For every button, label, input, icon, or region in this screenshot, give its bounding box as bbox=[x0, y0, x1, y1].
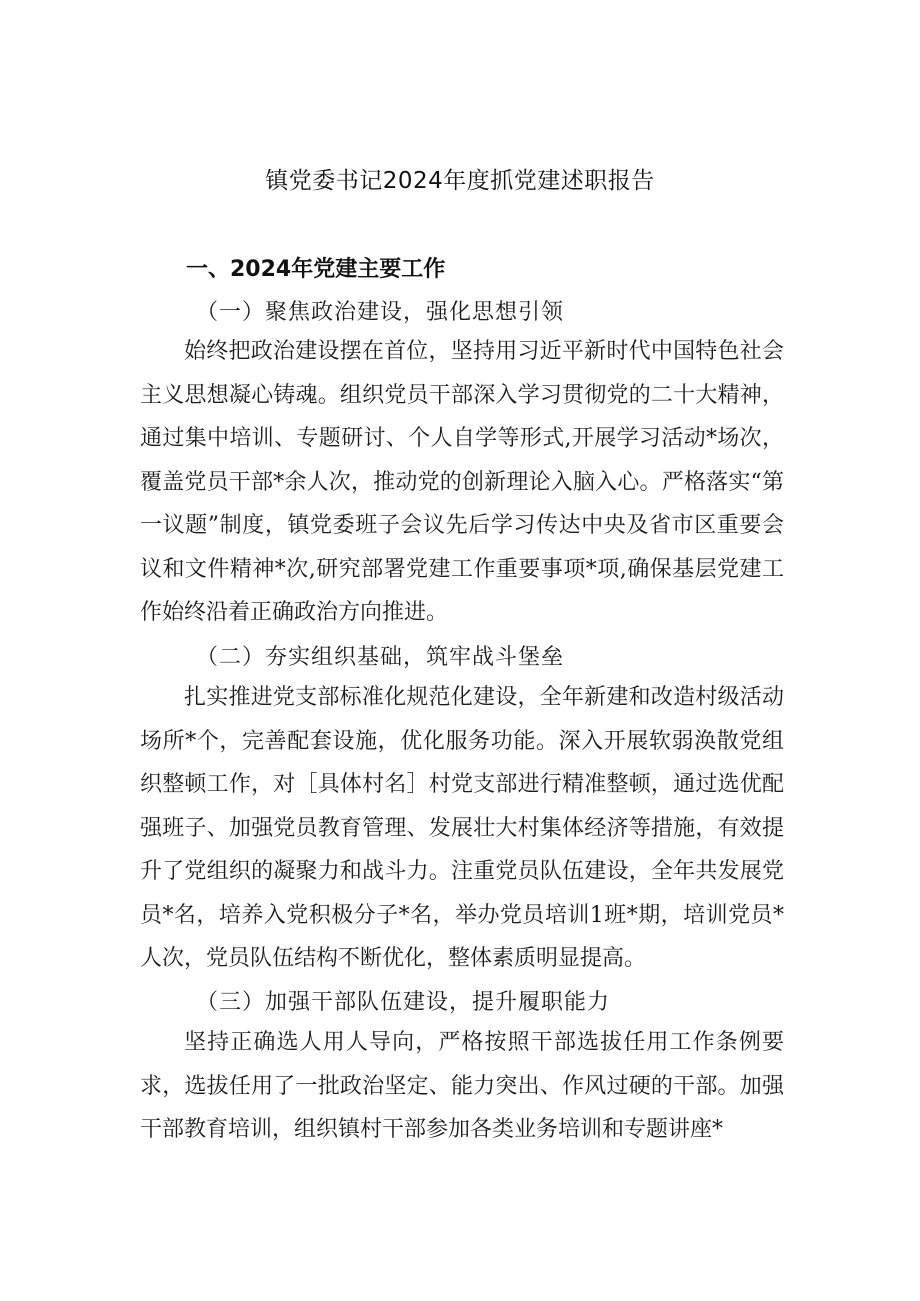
subsection-heading-1: （一）聚焦政治建设，强化思想引领 bbox=[196, 300, 565, 325]
paragraph-2: 扎实推进党支部标准化规范化建设，全年新建和改造村级活动场所*个，完善配套设施，优化服务功能。深入开展软弱涣散党组织整顿工作，对［具体村名］村党支部进行精准整顿，通过选优配强班子、加强党员教育管理、发展壮大村集体经济等措施，有效提升了党组织的凝聚力和战斗力。注重党员队伍建设，全年共发展党员*名，培养入党积极分子*名，举办党员培训1班*期，培训党员*人次，党员队伍结构不断优化，整体素质明显提高。 bbox=[140, 685, 784, 971]
paragraph-3: 坚持正确选人用人导向，严格按照干部选拔任用工作条例要求，选拔任用了一批政治坚定、能力突出、作风过硬的干部。加强干部教育培训，组织镇村干部参加各类业务培训和专题讲座* bbox=[140, 1030, 784, 1142]
subsection-heading-2: （二）夯实组织基础，筑牢战斗堡垒 bbox=[196, 645, 565, 670]
section-heading: 一、2024年党建主要工作 bbox=[186, 257, 446, 282]
subsection-heading-3: （三）加强干部队伍建设，提升履职能力 bbox=[196, 990, 611, 1015]
paragraph-1: 始终把政治建设摆在首位，坚持用习近平新时代中国特色社会主义思想凝心铸魂。组织党员干部深入学习贯彻党的二十大精神，通过集中培训、专题研讨、个人自学等形式,开展学习活动*场次，覆盖党员干部*余人次，推动党的创新理论入脑入心。严格落实“第一议题”制度，镇党委班子会议先后学习传达中央及省市区重要会议和文件精神*次,研究部署党建工作重要事项*项,确保基层党建工作始终沿着正确政治方向推进。 bbox=[140, 339, 784, 625]
document-title: 镇党委书记2024年度抓党建述职报告 bbox=[265, 168, 655, 194]
